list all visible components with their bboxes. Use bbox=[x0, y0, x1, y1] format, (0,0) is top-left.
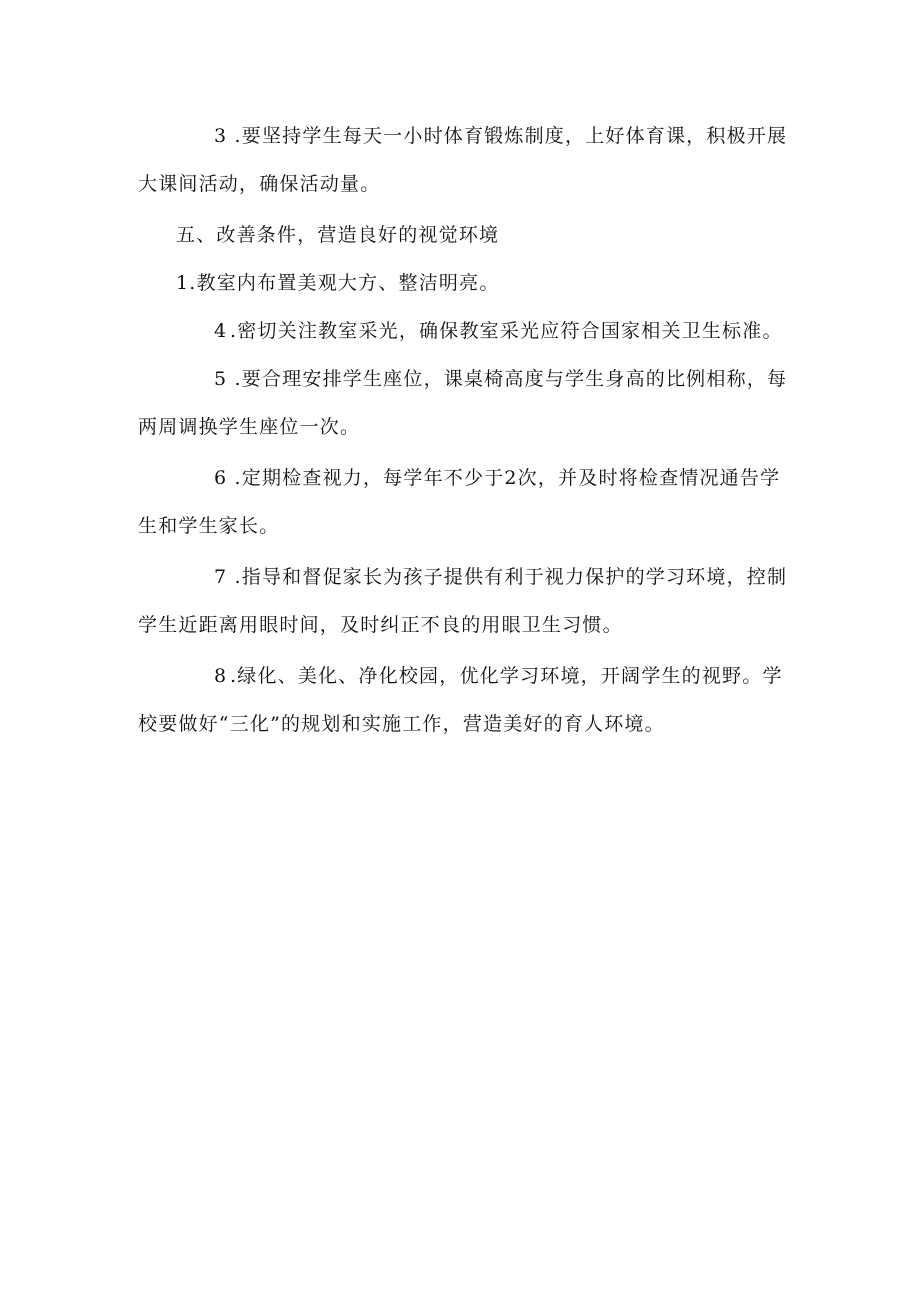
paragraph-text: .定期检查视力，每学年不少于2次，并及时将检查情况通告学生和学生家长。 bbox=[138, 467, 781, 537]
paragraph-item-6 bbox=[138, 454, 794, 550]
section-heading-text: 五、改善条件，营造良好的视觉环境 bbox=[176, 224, 500, 246]
item-number: 8 bbox=[214, 665, 228, 687]
paragraph-text: .密切关注教室采光，确保教室采光应符合国家相关卫生标准。 bbox=[230, 320, 783, 342]
paragraph-text: .要坚持学生每天一小时体育锻炼制度，上好体育课，积极开展大课间活动，确保活动量。 bbox=[138, 125, 788, 195]
item-number: 3 bbox=[214, 125, 228, 147]
paragraph-text: .指导和督促家长为孩子提供有利于视力保护的学习环境，控制学生近距离用眼时间，及时纠正不良的用眼卫生习惯。 bbox=[138, 566, 788, 636]
document-body bbox=[138, 112, 794, 751]
item-number: 5 bbox=[214, 368, 228, 390]
paragraph-text: .要合理安排学生座位，课桌椅高度与学生身高的比例相称，每两周调换学生座位一次。 bbox=[138, 368, 788, 438]
paragraph-item-3 bbox=[138, 112, 794, 208]
paragraph-item-1 bbox=[138, 259, 794, 307]
paragraph-text: 1.教室内布置美观大方、整洁明亮。 bbox=[176, 272, 500, 294]
paragraph-text: .绿化、美化、净化校园，优化学习环境，开阔学生的视野。学校要做好“三化”的规划和实施工作，营造美好的育人环境。 bbox=[138, 665, 783, 735]
paragraph-item-7 bbox=[138, 553, 794, 649]
item-number: 6 bbox=[214, 467, 228, 489]
paragraph-item-4 bbox=[138, 307, 794, 355]
paragraph-item-5 bbox=[138, 355, 794, 451]
paragraph-item-8 bbox=[138, 652, 794, 748]
item-number: 7 bbox=[214, 566, 228, 588]
section-heading bbox=[138, 211, 794, 259]
item-number: 4 bbox=[214, 320, 228, 342]
